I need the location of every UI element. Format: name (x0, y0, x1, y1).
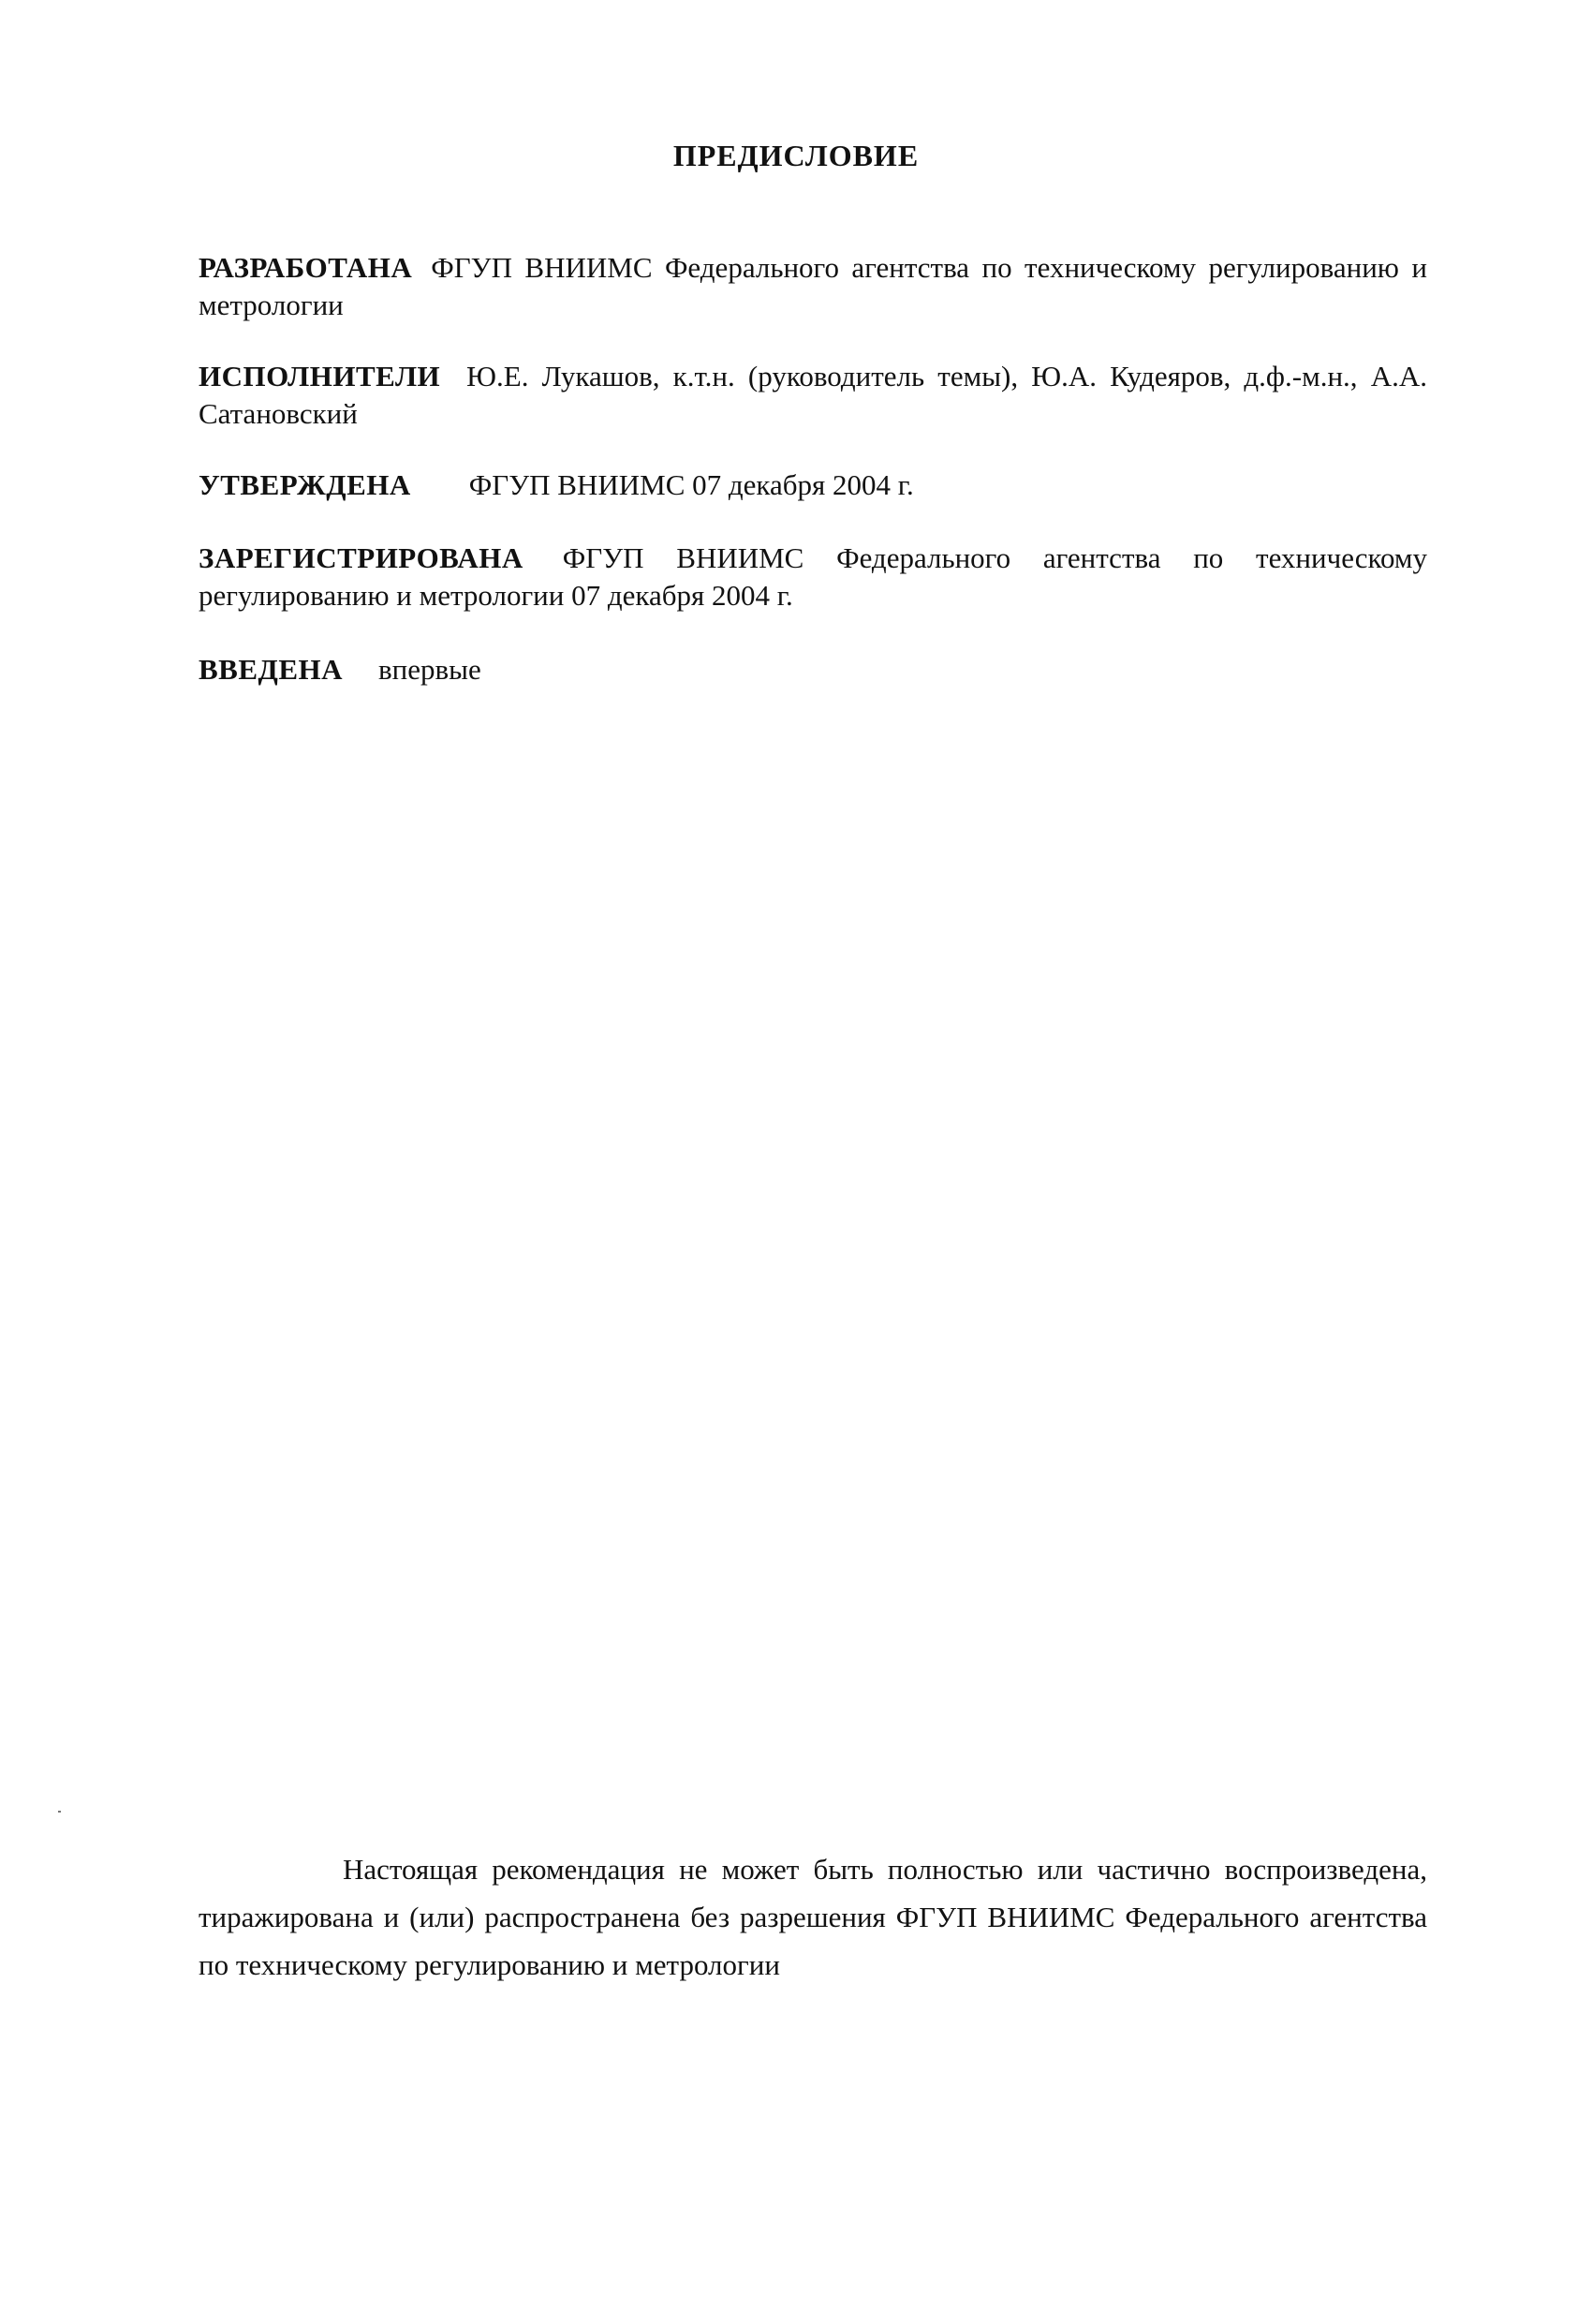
entry-developed (199, 249, 1427, 324)
entry-label-registered: ЗАРЕГИСТРИРОВАНА (199, 541, 523, 574)
entry-text-introduced: впервые (378, 653, 481, 686)
entry-text-developed: ФГУП ВНИИМС Федерального агентства по техническому регулированию и метрологии (199, 251, 1427, 321)
entry-introduced (199, 651, 1427, 688)
entry-registered (199, 540, 1427, 614)
entry-executors (199, 358, 1427, 433)
entry-text-approved: ФГУП ВНИИМС 07 декабря 2004 г. (468, 468, 914, 501)
entry-label-developed: РАЗРАБОТАНА (199, 251, 413, 284)
entry-text-executors: Ю.Е. Лукашов, к.т.н. (руководитель темы), Ю.А. Кудеяров, д.ф.-м.н., А.А. Сатановский (199, 360, 1427, 430)
entry-label-approved: УТВЕРЖДЕНА (199, 468, 411, 501)
scan-speck (58, 1811, 61, 1813)
page-title: ПРЕДИСЛОВИЕ (672, 139, 920, 172)
entry-text-registered: ФГУП ВНИИМС Федерального агентства по техническому регулированию и метрологии 07 декабря 2004 г. (199, 541, 1427, 612)
copyright-notice: Настоящая рекомендация не может быть полностью или частично воспроизведена, тиражирована и (или) распространена без разрешения ФГУП ВНИИМС Федерального агентства по техническому регулированию и метрологии (199, 1853, 1427, 1981)
entry-approved (199, 466, 1427, 504)
entry-label-executors: ИСПОЛНИТЕЛИ (199, 360, 441, 392)
entry-label-introduced: ВВЕДЕНА (199, 653, 344, 686)
